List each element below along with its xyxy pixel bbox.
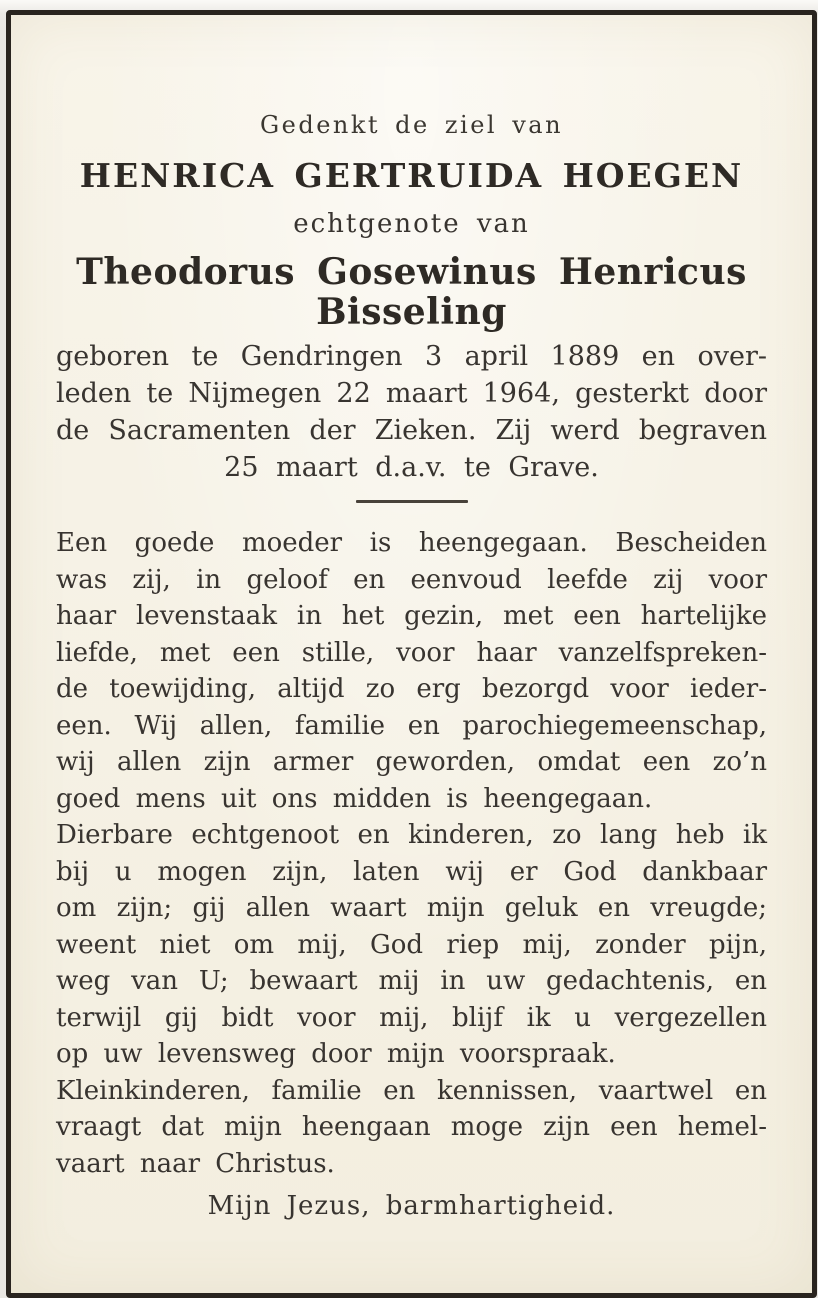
memorial-line: op uw levensweg door mijn voorspraak.	[56, 1039, 616, 1069]
memorial-line: terwijl gij bidt voor mij, blijf ik u vergezellen	[56, 1002, 767, 1033]
memorial-line: was zij, in geloof en eenvoud leefde zij voor	[56, 564, 767, 595]
memorial-line: Een goede moeder is heengegaan. Bescheiden	[56, 528, 767, 558]
life-summary	[56, 338, 767, 486]
memorial-line: goed mens uit ons midden is heengegaan.	[56, 783, 653, 814]
memorial-line: een. Wij allen, familie en parochiegemeenschap,	[56, 710, 767, 741]
memorial-line: weent niet om mij, God riep mij, zonder pijn,	[56, 929, 767, 960]
memorial-line: bij u mogen zijn, laten wij er God dankbaar	[56, 856, 767, 887]
memorial-line: wij allen zijn armer geworden, omdat een zo’n	[56, 747, 767, 777]
memorial-card	[6, 10, 817, 1298]
relation-text: echtgenote van	[293, 209, 530, 239]
life-summary-line: leden te Nijmegen 22 maart 1964, gesterkt door	[56, 378, 767, 409]
memorial-line: liefde, met een stille, voor haar vanzelfspreken-	[56, 637, 767, 668]
life-summary-line: geboren te Gendringen 3 april 1889 en over-	[56, 341, 767, 372]
closing-prayer: Mijn Jezus, barmhartigheid.	[207, 1191, 616, 1221]
memorial-line: haar levenstaak in het gezin, met een hartelijke	[56, 601, 767, 631]
intro-text: Gedenkt de ziel van	[259, 111, 564, 139]
memorial-line: Kleinkinderen, familie en kennissen, vaartwel en	[56, 1075, 767, 1106]
memorial-line: vraagt dat mijn heengaan moge zijn een hemel-	[56, 1112, 767, 1142]
memorial-line: vaart naar Christus.	[56, 1148, 335, 1179]
life-summary-line: 25 maart d.a.v. te Grave.	[224, 452, 599, 483]
memorial-text	[56, 525, 767, 1182]
spouse-name-line-2: Bisseling	[316, 291, 507, 333]
spouse-name-line-1: Theodorus Gosewinus Henricus	[76, 251, 747, 293]
spouse-name	[56, 252, 767, 332]
memorial-line: de toewijding, altijd zo erg bezorgd voor ieder-	[56, 674, 767, 704]
deceased-name: HENRICA GERTRUIDA HOEGEN	[79, 156, 744, 195]
memorial-line: om zijn; gij allen waart mijn geluk en vreugde;	[56, 893, 767, 923]
divider-rule	[356, 500, 468, 503]
life-summary-line: de Sacramenten der Zieken. Zij werd begraven	[56, 415, 767, 446]
memorial-line: weg van U; bewaart mij in uw gedachtenis, en	[56, 966, 767, 996]
memorial-line: Dierbare echtgenoot en kinderen, zo lang heb ik	[56, 820, 767, 850]
